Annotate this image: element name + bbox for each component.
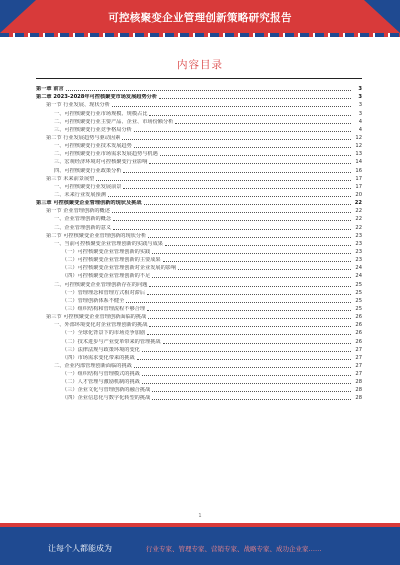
toc-entry[interactable] (36, 108, 362, 116)
toc-entry-label: 一、当前可控核聚变企业管理创新的实践与成果 (54, 240, 163, 247)
toc-entry-page: 23 (355, 232, 362, 239)
toc-leader-dots (134, 131, 351, 132)
toc-entry-label: 第三节 未来前景展望 (46, 175, 95, 182)
toc-entry-label: 第三节 可控核聚变企业管理创新面临的挑战 (46, 314, 147, 321)
toc-entry-label: 一、可控核聚变行业发展前景 (54, 183, 122, 190)
toc-leader-dots (142, 375, 351, 376)
toc-entry-page: 22 (355, 216, 362, 223)
toc-entry-label: 二、企业内部管理创新面临的挑战 (54, 362, 132, 369)
toc-entry[interactable] (36, 353, 362, 361)
toc-leader-dots (163, 343, 351, 344)
toc-entry-page: 3 (358, 94, 362, 101)
toc-entry-page: 27 (355, 346, 362, 353)
toc-entry-page: 25 (355, 289, 362, 296)
toc-leader-dots (144, 204, 351, 205)
toc-entry-label: 二、未来行业发展预测 (54, 191, 106, 198)
toc-leader-dots (178, 269, 351, 270)
toc-leader-dots (152, 399, 351, 400)
toc-leader-dots (112, 106, 351, 107)
toc-entry-page: 12 (355, 143, 362, 150)
toc-entry-label: （一）全球化背景下的市场竞争加剧 (62, 330, 146, 337)
toc-entry-label: 一、可控核聚变行业市场规模、规模占比 (54, 110, 148, 117)
toc-entry[interactable] (36, 190, 362, 198)
toc-leader-dots (112, 212, 351, 213)
toc-entry-page: 3 (358, 102, 362, 109)
toc-entry-label: 二、企业管理创新的意义 (54, 224, 112, 231)
toc-leader-dots (142, 383, 351, 384)
report-title: 可控核聚变企业管理创新策略研究报告 (108, 12, 292, 24)
toc-leader-dots (175, 123, 351, 124)
toc-entry[interactable] (36, 100, 362, 108)
toc-leader-dots (148, 318, 351, 319)
toc-entry-label: 第二章 2023-2028年可控核聚变市场发展趋势分析 (36, 94, 158, 101)
toc-entry-label: （四）可控核聚变企业管理创新的不足 (62, 273, 151, 280)
toc-leader-dots (123, 188, 351, 189)
toc-leader-dots (152, 253, 351, 254)
toc-entry-page: 23 (355, 248, 362, 255)
table-of-contents (36, 84, 362, 401)
toc-entry-page: 26 (355, 322, 362, 329)
toc-entry-page: 26 (355, 314, 362, 321)
toc-entry-page: 4 (358, 118, 362, 125)
toc-entry-label: 三、可控核聚变行业竞争格局分析 (54, 126, 132, 133)
toc-entry[interactable] (36, 279, 362, 287)
toc-entry[interactable] (36, 288, 362, 296)
toc-entry-page: 28 (355, 395, 362, 402)
toc-entry-page: 22 (355, 224, 362, 231)
toc-leader-dots (66, 90, 351, 91)
toc-entry[interactable] (36, 84, 362, 92)
toc-leader-dots (122, 139, 351, 140)
toc-entry-label: 二、可控核聚变行业主要产品、企业、市场份额分析 (54, 118, 174, 125)
toc-entry-label: 一、外部环境变化对企业管理创新的挑战 (54, 322, 148, 329)
toc-leader-dots (113, 220, 351, 221)
toc-entry-page: 24 (355, 265, 362, 272)
page-number: 1 (198, 513, 202, 519)
toc-entry-page: 28 (355, 379, 362, 386)
toc-entry-page: 17 (355, 175, 362, 182)
toc-entry[interactable] (36, 320, 362, 328)
toc-entry[interactable] (36, 165, 362, 173)
toc-entry-label: 四、可控核聚变行业政策分析 (54, 167, 122, 174)
toc-entry[interactable] (36, 361, 362, 369)
toc-leader-dots (123, 172, 351, 173)
toc-entry[interactable] (36, 174, 362, 182)
toc-entry[interactable] (36, 304, 362, 312)
toc-leader-dots (137, 359, 351, 360)
toc-entry-label: （四）市场需求变化带来的挑战 (62, 354, 135, 361)
toc-entry-label: （二）人才管理与激励机制的挑战 (62, 379, 140, 386)
toc-leader-dots (152, 391, 351, 392)
toc-entry-page: 27 (355, 371, 362, 378)
toc-entry-page: 25 (355, 297, 362, 304)
toc-entry[interactable] (36, 182, 362, 190)
toc-entry[interactable] (36, 312, 362, 320)
toc-entry-label: （二）管理创新体系不健全 (62, 297, 125, 304)
toc-entry-label: （一）可控核聚变企业管理创新的实践 (62, 248, 151, 255)
toc-entry[interactable] (36, 255, 362, 263)
footer-tagline: 行业专家、管理专家、营销专家、战略专家、成功企业家…… (146, 545, 322, 553)
toc-divider (36, 78, 362, 79)
toc-entry-page: 23 (355, 240, 362, 247)
footer-slogan: 让每个人都能成为 (48, 544, 112, 553)
toc-entry[interactable] (36, 206, 362, 214)
toc-entry-label: 第三章 可控核聚变企业管理创新的现状及挑战 (36, 200, 142, 207)
toc-leader-dots (113, 229, 351, 230)
toc-entry[interactable] (36, 271, 362, 279)
toc-entry-page: 26 (355, 330, 362, 337)
toc-entry-label: 一、企业管理创新的概念 (54, 216, 112, 223)
toc-entry-page: 3 (358, 110, 362, 117)
toc-entry-page: 24 (355, 273, 362, 280)
toc-entry-page: 16 (355, 167, 362, 174)
header-stripe-decoration (0, 33, 400, 37)
toc-leader-dots (149, 163, 351, 164)
toc-entry[interactable] (36, 157, 362, 165)
toc-entry[interactable] (36, 385, 362, 393)
toc-entry-page: 25 (355, 305, 362, 312)
toc-entry[interactable] (36, 231, 362, 239)
toc-entry-label: （三）企业文化与管理创新的融合挑战 (62, 387, 151, 394)
toc-entry-page: 25 (355, 281, 362, 288)
toc-leader-dots (142, 351, 351, 352)
toc-entry-label: 第一节 行业发展、现状分析 (46, 102, 110, 109)
toc-entry-page: 14 (355, 159, 362, 166)
toc-entry-page: 4 (358, 126, 362, 133)
toc-entry-label: （一）管理理念和管理方式相对滞后 (62, 289, 146, 296)
toc-entry-page: 13 (355, 151, 362, 158)
toc-leader-dots (152, 277, 351, 278)
toc-entry[interactable] (36, 133, 362, 141)
toc-entry[interactable] (36, 336, 362, 344)
toc-entry[interactable] (36, 141, 362, 149)
toc-leader-dots (147, 334, 351, 335)
toc-entry-page: 23 (355, 257, 362, 264)
toc-entry[interactable] (36, 198, 362, 206)
toc-entry-page: 12 (355, 134, 362, 141)
toc-entry[interactable] (36, 328, 362, 336)
toc-entry-page: 28 (355, 387, 362, 394)
toc-entry-page: 3 (358, 86, 362, 93)
toc-leader-dots (148, 237, 351, 238)
toc-entry[interactable] (36, 149, 362, 157)
toc-entry[interactable] (36, 263, 362, 271)
toc-entry[interactable] (36, 377, 362, 385)
toc-entry[interactable] (36, 247, 362, 255)
toc-leader-dots (134, 147, 351, 148)
toc-leader-dots (159, 98, 351, 99)
toc-entry-label: 第一章 前言 (36, 86, 64, 93)
toc-entry-page: 27 (355, 362, 362, 369)
toc-entry-page: 27 (355, 354, 362, 361)
toc-entry-label: 第二节 可控核聚变企业管理创新的现状分析 (46, 232, 147, 239)
toc-entry-label: 第一节 企业管理创新的概述 (46, 208, 110, 215)
toc-entry[interactable] (36, 393, 362, 401)
toc-entry[interactable] (36, 214, 362, 222)
toc-entry-page: 22 (354, 200, 362, 207)
toc-leader-dots (96, 180, 351, 181)
toc-leader-dots (134, 367, 351, 368)
toc-leader-dots (147, 310, 351, 311)
toc-entry-label: （二）技术进步与产业变革带来的管理挑战 (62, 338, 161, 345)
toc-entry[interactable] (36, 296, 362, 304)
toc-entry-label: 二、可控核聚变企业管理创新存在的问题 (54, 281, 148, 288)
toc-leader-dots (149, 326, 351, 327)
toc-entry-label: （四）企业信息化与数字化转型的挑战 (62, 395, 151, 402)
toc-title: 内容目录 (177, 59, 223, 71)
toc-leader-dots (147, 294, 351, 295)
toc-leader-dots (108, 196, 351, 197)
toc-leader-dots (163, 261, 351, 262)
toc-entry[interactable] (36, 239, 362, 247)
toc-entry-label: 一、可控核聚变行业技术发展趋势 (54, 143, 132, 150)
toc-entry-label: （三）可控核聚变企业管理创新对企业发展的影响 (62, 265, 177, 272)
toc-entry-page: 17 (355, 183, 362, 190)
toc-entry[interactable] (36, 117, 362, 125)
toc-entry-label: 二、可控核聚变行业市场需求发展趋势与机遇 (54, 151, 158, 158)
toc-entry-label: （一）组织结构与管理模式的挑战 (62, 371, 140, 378)
toc-leader-dots (149, 286, 351, 287)
toc-entry[interactable] (36, 92, 362, 100)
toc-leader-dots (149, 115, 351, 116)
toc-entry-label: 三、宏观经济环境对可控核聚变行业影响 (54, 159, 148, 166)
toc-entry-page: 20 (355, 191, 362, 198)
toc-entry-label: 第二节 行业发展趋势与驱动因素 (46, 134, 121, 141)
toc-entry-page: 26 (355, 338, 362, 345)
toc-leader-dots (126, 302, 351, 303)
toc-entry-label: （三）法律法规与政策环境的变化 (62, 346, 140, 353)
toc-entry[interactable] (36, 345, 362, 353)
toc-entry[interactable] (36, 369, 362, 377)
toc-entry[interactable] (36, 125, 362, 133)
toc-leader-dots (165, 245, 351, 246)
toc-entry-page: 22 (355, 208, 362, 215)
toc-entry[interactable] (36, 222, 362, 230)
toc-leader-dots (160, 155, 351, 156)
toc-entry-label: （三）组织结构和管理流程不够合理 (62, 305, 146, 312)
toc-entry-label: （二）可控核聚变企业管理创新的主要成果 (62, 257, 161, 264)
